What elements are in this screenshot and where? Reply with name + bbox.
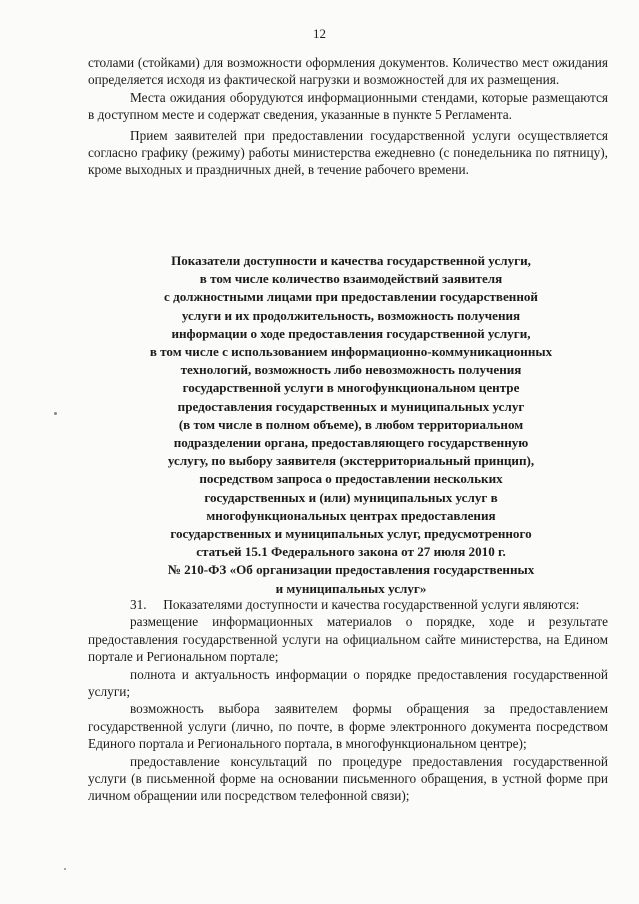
heading-line: предоставления государственных и муниципальных услуг [177, 398, 525, 414]
heading-line: технологий, возможность либо невозможность получения [180, 362, 522, 378]
heading-line: государственной услуги в многофункциональном центре [182, 380, 520, 396]
heading-line: подразделении органа, предоставляющего государственную [173, 435, 529, 451]
heading-line: (в том числе в полном объеме), в любом территориальном [178, 416, 524, 432]
paragraph-waiting-seats: столами (стойками) для возможности оформления документов. Количество мест ожидания определяется исходя из фактической нагрузки и возможностей для их размещения. [88, 55, 608, 88]
heading-line: государственных и (или) муниципальных услуг в [204, 489, 498, 505]
scan-speck [54, 412, 57, 415]
heading-line: в том числе с использованием информационно-коммуникационных [149, 344, 553, 360]
list-item: предоставление консультаций по процедуре предоставления государственной услуги (в письменной форме на основании письменного обращения, в устной форме при личном обращении или посредством телефонной связи); [88, 753, 608, 804]
section-heading [96, 252, 606, 598]
heading-line: информации о ходе предоставления государственной услуги, [171, 325, 531, 341]
intro-paragraphs [88, 54, 608, 179]
heading-line: услугу, по выбору заявителя (экстерриториальный принцип), [167, 453, 535, 469]
list-item: размещение информационных материалов о порядке, ходе и результате предоставления государственной услуги на официальном сайте министерства, на Едином портале и Региональном портале; [88, 614, 608, 665]
section-31-intro [88, 596, 608, 613]
paragraph-reception-schedule: Прием заявителей при предоставлении государственной услуги осуществляется согласно графику (режиму) работы министерства ежедневно (с понедельника по пятницу), кроме выходных и праздничных дней, в течение рабочего времени. [88, 127, 608, 178]
heading-line: статьей 15.1 Федерального закона от 27 июля 2010 г. [196, 544, 506, 560]
list-item: полнота и актуальность информации о порядке предоставления государственной услуги; [88, 666, 608, 700]
heading-line: услуги и их продолжительность, возможность получения [181, 307, 521, 323]
heading-line: с должностными лицами при предоставлении государственной [164, 289, 538, 305]
heading-line: многофункциональных центрах предоставления [206, 507, 496, 523]
scan-speck [64, 868, 66, 870]
section-31 [88, 596, 608, 805]
section-intro-text: Показателями доступности и качества государственной услуги являются: [163, 597, 580, 612]
page-number: 12 [313, 26, 326, 41]
heading-line: Показатели доступности и качества государственной услуги, [171, 253, 531, 268]
heading-line: посредством запроса о предоставлении нескольких [199, 471, 503, 487]
heading-line: № 210-ФЗ «Об организации предоставления государственных [167, 562, 535, 578]
heading-line: и муниципальных услуг» [275, 580, 427, 596]
heading-line: государственных и муниципальных услуг, предусмотренного [170, 526, 532, 542]
paragraph-info-stands: Места ожидания оборудуются информационными стендами, которые размещаются в доступном месте и содержат сведения, указанные в пункте 5 Регламента. [88, 89, 608, 123]
list-item: возможность выбора заявителем формы обращения за предоставлением государственной услуги (лично, по почте, в форме электронного документа посредством Единого портала и Регионального портала, в многофункциональном центре); [88, 701, 608, 752]
heading-line: в том числе количество взаимодействий заявителя [199, 271, 503, 287]
section-number: 31. [130, 597, 147, 612]
